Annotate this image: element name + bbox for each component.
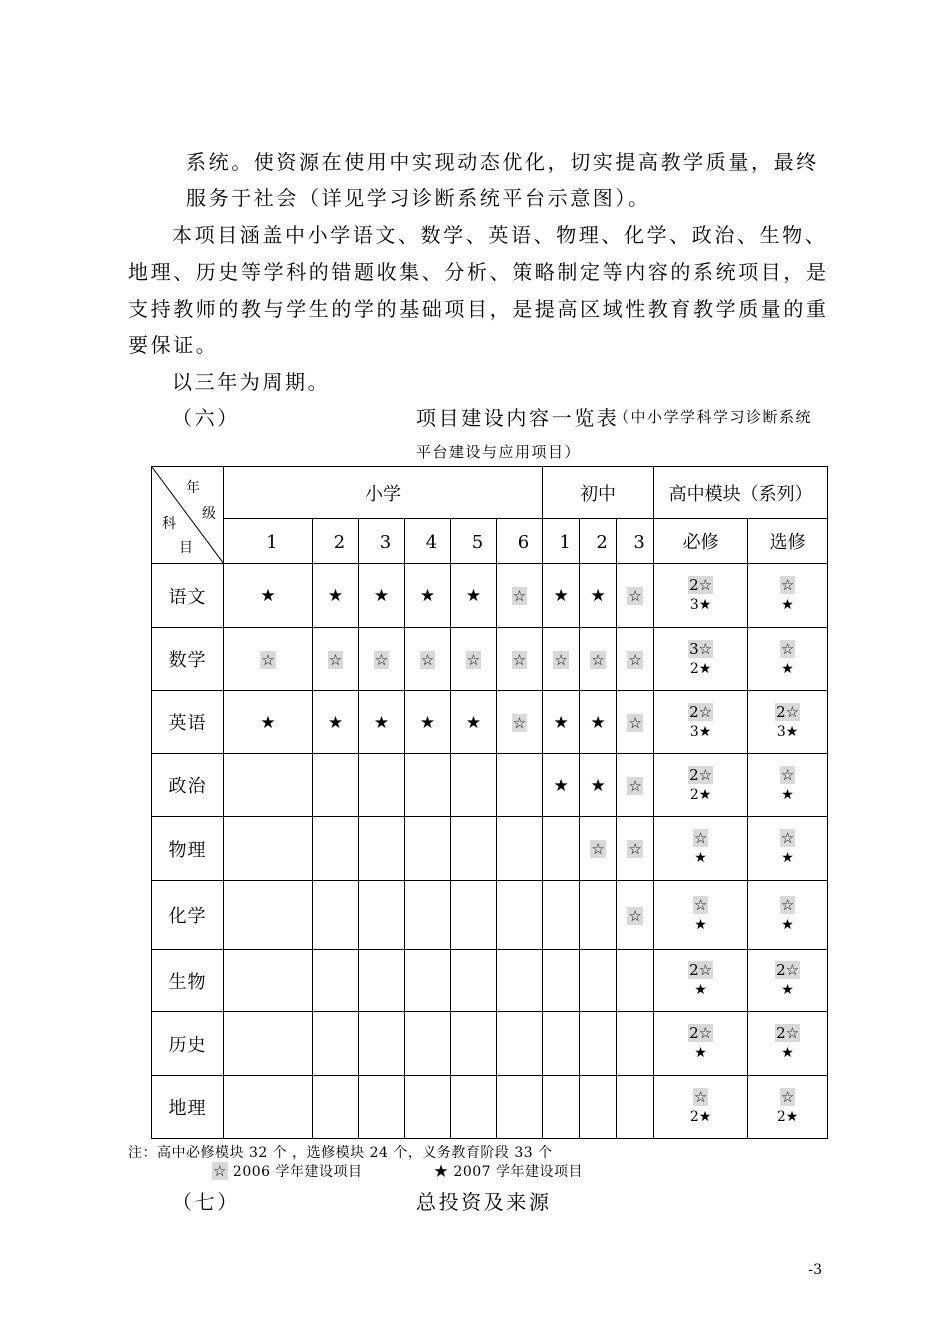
grade-cell [224, 691, 313, 754]
module-count [748, 1044, 827, 1063]
solid-star-icon: ★ [553, 586, 569, 606]
hollow-star-icon: ☆ [693, 895, 708, 914]
solid-star-icon: ★ [327, 712, 344, 733]
grade-cell [313, 754, 359, 817]
solid-star-icon: 2★ [689, 786, 712, 803]
senior-required-cell [654, 881, 748, 950]
module-count [748, 596, 827, 615]
solid-star-icon: 3★ [689, 723, 712, 740]
hollow-star-icon: ☆ [628, 906, 642, 925]
corner-nian: 年 [186, 480, 200, 496]
senior-required-cell [654, 1076, 748, 1139]
grade-cell [617, 564, 654, 628]
grade-cell [451, 1012, 497, 1076]
solid-star-icon: ★ [590, 712, 606, 733]
grade-cell [405, 950, 451, 1012]
hollow-star-icon: ☆ [591, 840, 605, 858]
junior-header: 初中 [543, 467, 654, 519]
hollow-star-icon: 3☆ [689, 639, 713, 658]
hollow-star-icon: ☆ [780, 829, 795, 847]
solid-star-icon: ★ [781, 982, 794, 998]
module-count [654, 766, 747, 786]
hollow-star-icon: ☆ [213, 1162, 227, 1180]
subject-cell: 数学 [152, 628, 224, 691]
grade-cell [405, 564, 451, 628]
solid-star-icon: ★ [373, 712, 390, 733]
solid-star-icon: ★ [781, 660, 794, 677]
senior-elective-cell [748, 881, 828, 950]
hollow-star-icon: 2☆ [689, 765, 713, 784]
hollow-star-icon: ☆ [591, 650, 605, 669]
senior-elective-cell [748, 1076, 828, 1139]
grade-cell [617, 1076, 654, 1139]
module-count [654, 849, 747, 868]
grade-cell [543, 817, 580, 881]
hollow-star-icon: ☆ [628, 840, 642, 858]
hollow-star-icon: ☆ [780, 639, 795, 658]
grade-cell [313, 881, 359, 950]
hollow-star-icon: ☆ [693, 829, 708, 847]
paragraph1-line1: 系统。使资源在使用中实现动态优化，切实提高教学质量，最终 [186, 150, 819, 174]
paragraph1-line2: 服务于社会（详见学习诊断系统平台示意图）。 [186, 186, 651, 210]
grade-cell [617, 1012, 654, 1076]
module-count [748, 640, 827, 660]
module-count [748, 961, 827, 981]
grade-cell [359, 564, 405, 628]
solid-star-icon: ★ [694, 1045, 707, 1061]
solid-star-icon: ★ [260, 712, 276, 733]
section7-title: 总投资及来源 [416, 1190, 552, 1214]
grade-cell [224, 1076, 313, 1139]
section7-number: （七） [172, 1190, 240, 1214]
solid-star-icon: ★ [465, 712, 482, 733]
grade-cell [580, 754, 617, 817]
senior-elective-cell [748, 1012, 828, 1076]
module-count [654, 703, 747, 723]
grade-cell [359, 754, 405, 817]
module-count [654, 829, 747, 849]
hollow-star-icon: 2☆ [776, 702, 800, 721]
hollow-star-icon: 2☆ [776, 961, 800, 979]
grade-cell [580, 881, 617, 950]
grade-cell [580, 950, 617, 1012]
hollow-star-icon: ☆ [512, 587, 527, 605]
content-table [151, 466, 828, 1139]
module-count [748, 829, 827, 849]
grade-cell [580, 628, 617, 691]
grade-cell [224, 754, 313, 817]
grade-cell [359, 691, 405, 754]
module-count [654, 981, 747, 1000]
solid-star-icon: ★ [694, 982, 707, 998]
subject-cell: 历史 [152, 1012, 224, 1076]
grade-cell [313, 1012, 359, 1076]
module-count [748, 1108, 827, 1127]
hollow-star-icon: ☆ [328, 650, 343, 669]
grade-cell [359, 1012, 405, 1076]
module-count [748, 849, 827, 868]
module-count [748, 786, 827, 805]
subject-cell: 英语 [152, 691, 224, 754]
module-count [748, 916, 827, 935]
table-row [152, 1076, 828, 1139]
page-number: -3 [808, 1262, 822, 1278]
hollow-star-icon: ☆ [628, 776, 642, 795]
hollow-star-icon: ☆ [554, 650, 568, 669]
module-count [748, 576, 827, 596]
grade-cell [359, 1076, 405, 1139]
senior-elective-cell [748, 628, 828, 691]
primary-grade-1: 1 [224, 519, 313, 564]
module-count [654, 786, 747, 805]
section6-subtitle-part2: 平台建设与应用项目） [416, 443, 582, 461]
primary-grade-5: 5 [451, 519, 497, 564]
grade-cell [224, 628, 313, 691]
grade-cell [543, 950, 580, 1012]
grade-cell [497, 691, 543, 754]
solid-star-icon: ★ [553, 712, 569, 733]
senior-required-cell [654, 754, 748, 817]
solid-star-icon: 2★ [689, 1108, 712, 1125]
hollow-star-icon: ☆ [420, 650, 435, 669]
grade-cell [451, 1076, 497, 1139]
legend-solid-text: 2007 学年建设项目 [453, 1164, 584, 1180]
hollow-star-icon: ☆ [780, 576, 795, 594]
corner-mu: 目 [179, 540, 193, 556]
senior-elective-cell [748, 754, 828, 817]
section6-title: 项目建设内容一览表 [416, 406, 620, 430]
solid-star-icon: ★ [327, 586, 344, 606]
hollow-star-icon: ☆ [693, 1087, 708, 1106]
senior-elective-cell [748, 950, 828, 1012]
grade-cell [543, 1076, 580, 1139]
solid-star-icon: ★ [465, 586, 482, 606]
table-row [152, 691, 828, 754]
module-count [654, 1108, 747, 1127]
grade-cell [405, 881, 451, 950]
grade-cell [451, 754, 497, 817]
subject-cell: 语文 [152, 564, 224, 628]
grade-cell [313, 1076, 359, 1139]
corner-header [152, 467, 224, 564]
solid-star-icon: ★ [434, 1164, 449, 1180]
module-count [748, 1088, 827, 1108]
corner-ji: 级 [202, 506, 216, 522]
module-count [748, 766, 827, 786]
senior-elective-cell [748, 564, 828, 628]
grade-cell [497, 1012, 543, 1076]
grade-cell [580, 564, 617, 628]
grade-cell [224, 881, 313, 950]
senior-required-cell [654, 628, 748, 691]
grade-cell [451, 817, 497, 881]
module-count [654, 596, 747, 615]
solid-star-icon: ★ [419, 712, 436, 733]
grade-cell [359, 817, 405, 881]
table-row [152, 754, 828, 817]
module-count [654, 1024, 747, 1044]
solid-star-icon: ★ [590, 775, 606, 796]
subject-cell: 化学 [152, 881, 224, 950]
grade-cell [497, 628, 543, 691]
grade-cell [543, 754, 580, 817]
grade-cell [359, 628, 405, 691]
hollow-star-icon: 2☆ [689, 576, 713, 594]
senior-required-cell [654, 691, 748, 754]
subject-cell: 地理 [152, 1076, 224, 1139]
grade-cell [224, 1012, 313, 1076]
module-count [654, 723, 747, 742]
grade-cell [497, 1076, 543, 1139]
module-count [654, 896, 747, 916]
table-row [152, 817, 828, 881]
module-count [654, 1088, 747, 1108]
grade-cell [359, 881, 405, 950]
hollow-star-icon: ☆ [628, 713, 642, 732]
grade-cell [580, 817, 617, 881]
grade-cell [451, 628, 497, 691]
hollow-star-icon: ☆ [628, 587, 642, 605]
grade-cell [451, 950, 497, 1012]
solid-star-icon: ★ [781, 786, 794, 803]
grade-cell [451, 691, 497, 754]
grade-cell [617, 817, 654, 881]
grade-cell [224, 950, 313, 1012]
solid-star-icon: 3★ [689, 597, 712, 613]
grade-cell [617, 691, 654, 754]
primary-grade-3: 3 [359, 519, 405, 564]
grade-cell [497, 754, 543, 817]
primary-grade-2: 2 [313, 519, 359, 564]
senior-required-header: 必修 [654, 519, 748, 564]
senior-elective-header: 选修 [748, 519, 828, 564]
grade-cell [580, 691, 617, 754]
grade-cell [405, 628, 451, 691]
grade-cell [543, 564, 580, 628]
primary-header: 小学 [224, 467, 543, 519]
grade-cell [313, 950, 359, 1012]
module-count [748, 896, 827, 916]
junior-grade-3: 3 [617, 519, 654, 564]
grade-cell [313, 564, 359, 628]
grade-cell [405, 691, 451, 754]
hollow-star-icon: ☆ [780, 1087, 795, 1106]
grade-cell [405, 754, 451, 817]
solid-star-icon: ★ [260, 586, 276, 606]
grade-cell [405, 1076, 451, 1139]
solid-star-icon: ★ [781, 597, 794, 613]
hollow-star-icon: 2☆ [689, 702, 713, 721]
paragraph2-line1: 本项目涵盖中小学语文、数学、英语、物理、化学、政治、生物、 [172, 223, 828, 247]
hollow-star-icon: ☆ [466, 650, 481, 669]
subject-cell: 物理 [152, 817, 224, 881]
hollow-star-icon: ☆ [512, 713, 527, 732]
junior-grade-2: 2 [580, 519, 617, 564]
solid-star-icon: 3★ [776, 723, 799, 740]
table-row [152, 628, 828, 691]
module-count [748, 660, 827, 679]
module-count [654, 961, 747, 981]
table-row [152, 881, 828, 950]
table-row [152, 1012, 828, 1076]
junior-grade-1: 1 [543, 519, 580, 564]
legend-solid [434, 1161, 583, 1181]
grade-cell [359, 950, 405, 1012]
grade-cell [617, 754, 654, 817]
senior-required-cell [654, 1012, 748, 1076]
subject-cell: 政治 [152, 754, 224, 817]
senior-header: 高中模块（系列） [654, 467, 828, 519]
hollow-star-icon: ☆ [512, 650, 527, 669]
module-count [748, 1024, 827, 1044]
solid-star-icon: 2★ [776, 1108, 799, 1125]
solid-star-icon: ★ [694, 850, 707, 866]
solid-star-icon: ★ [590, 586, 606, 606]
grade-cell [497, 817, 543, 881]
grade-cell [580, 1012, 617, 1076]
grade-cell [543, 1012, 580, 1076]
grade-cell [451, 564, 497, 628]
paragraph2-line3: 支持教师的教与学生的学的基础项目，是提高区域性教育教学质量的重 [128, 297, 829, 321]
table-row [152, 950, 828, 1012]
hollow-star-icon: 2☆ [689, 961, 713, 979]
subject-cell: 生物 [152, 950, 224, 1012]
module-count [748, 723, 827, 742]
section6-subtitle-part1: （中小学学科学习诊断系统 [614, 408, 813, 426]
senior-elective-cell [748, 691, 828, 754]
grade-cell [224, 817, 313, 881]
solid-star-icon: ★ [419, 586, 436, 606]
solid-star-icon: ★ [553, 775, 569, 796]
senior-required-cell [654, 817, 748, 881]
solid-star-icon: ★ [781, 850, 794, 866]
note-line1: 注：高中必修模块 32 个 ，选修模块 24 个，义务教育阶段 33 个 [128, 1145, 553, 1161]
grade-cell [405, 817, 451, 881]
solid-star-icon: ★ [781, 1045, 794, 1061]
grade-cell [313, 817, 359, 881]
grade-cell [617, 628, 654, 691]
legend-hollow-text: 2006 学年建设项目 [232, 1164, 363, 1180]
grade-cell [313, 628, 359, 691]
grade-cell [497, 881, 543, 950]
paragraph2-line2: 地理、历史等学科的错题收集、分析、策略制定等内容的系统项目，是 [128, 260, 829, 284]
grade-cell [313, 691, 359, 754]
grade-cell [543, 628, 580, 691]
module-count [654, 660, 747, 679]
module-count [654, 916, 747, 935]
corner-ke: 科 [162, 516, 176, 532]
grade-cell [451, 881, 497, 950]
hollow-star-icon: ☆ [780, 895, 795, 914]
hollow-star-icon: ☆ [374, 650, 389, 669]
senior-elective-cell [748, 817, 828, 881]
module-count [654, 1044, 747, 1063]
senior-required-cell [654, 950, 748, 1012]
grade-cell [224, 564, 313, 628]
paragraph2-line4: 要保证。 [128, 333, 219, 357]
solid-star-icon: ★ [373, 586, 390, 606]
hollow-star-icon: 2☆ [689, 1024, 713, 1042]
hollow-star-icon: ☆ [780, 765, 795, 784]
grade-cell [580, 1076, 617, 1139]
grade-cell [405, 1012, 451, 1076]
grade-cell [543, 691, 580, 754]
grade-cell [543, 881, 580, 950]
legend-hollow [212, 1161, 363, 1181]
paragraph3: 以三年为周期。 [172, 370, 331, 394]
grade-cell [497, 564, 543, 628]
solid-star-icon: 2★ [689, 660, 712, 677]
module-count [748, 703, 827, 723]
primary-grade-4: 4 [405, 519, 451, 564]
primary-grade-6: 6 [497, 519, 543, 564]
module-count [654, 640, 747, 660]
hollow-star-icon: ☆ [261, 650, 275, 669]
grade-cell [617, 950, 654, 1012]
hollow-star-icon: 2☆ [776, 1024, 800, 1042]
grade-cell [617, 881, 654, 950]
hollow-star-icon: ☆ [628, 650, 642, 669]
solid-star-icon: ★ [781, 916, 794, 933]
table-row [152, 564, 828, 628]
grade-cell [497, 950, 543, 1012]
solid-star-icon: ★ [694, 916, 707, 933]
section6-number: （六） [172, 406, 240, 430]
senior-required-cell [654, 564, 748, 628]
module-count [748, 981, 827, 1000]
module-count [654, 576, 747, 596]
